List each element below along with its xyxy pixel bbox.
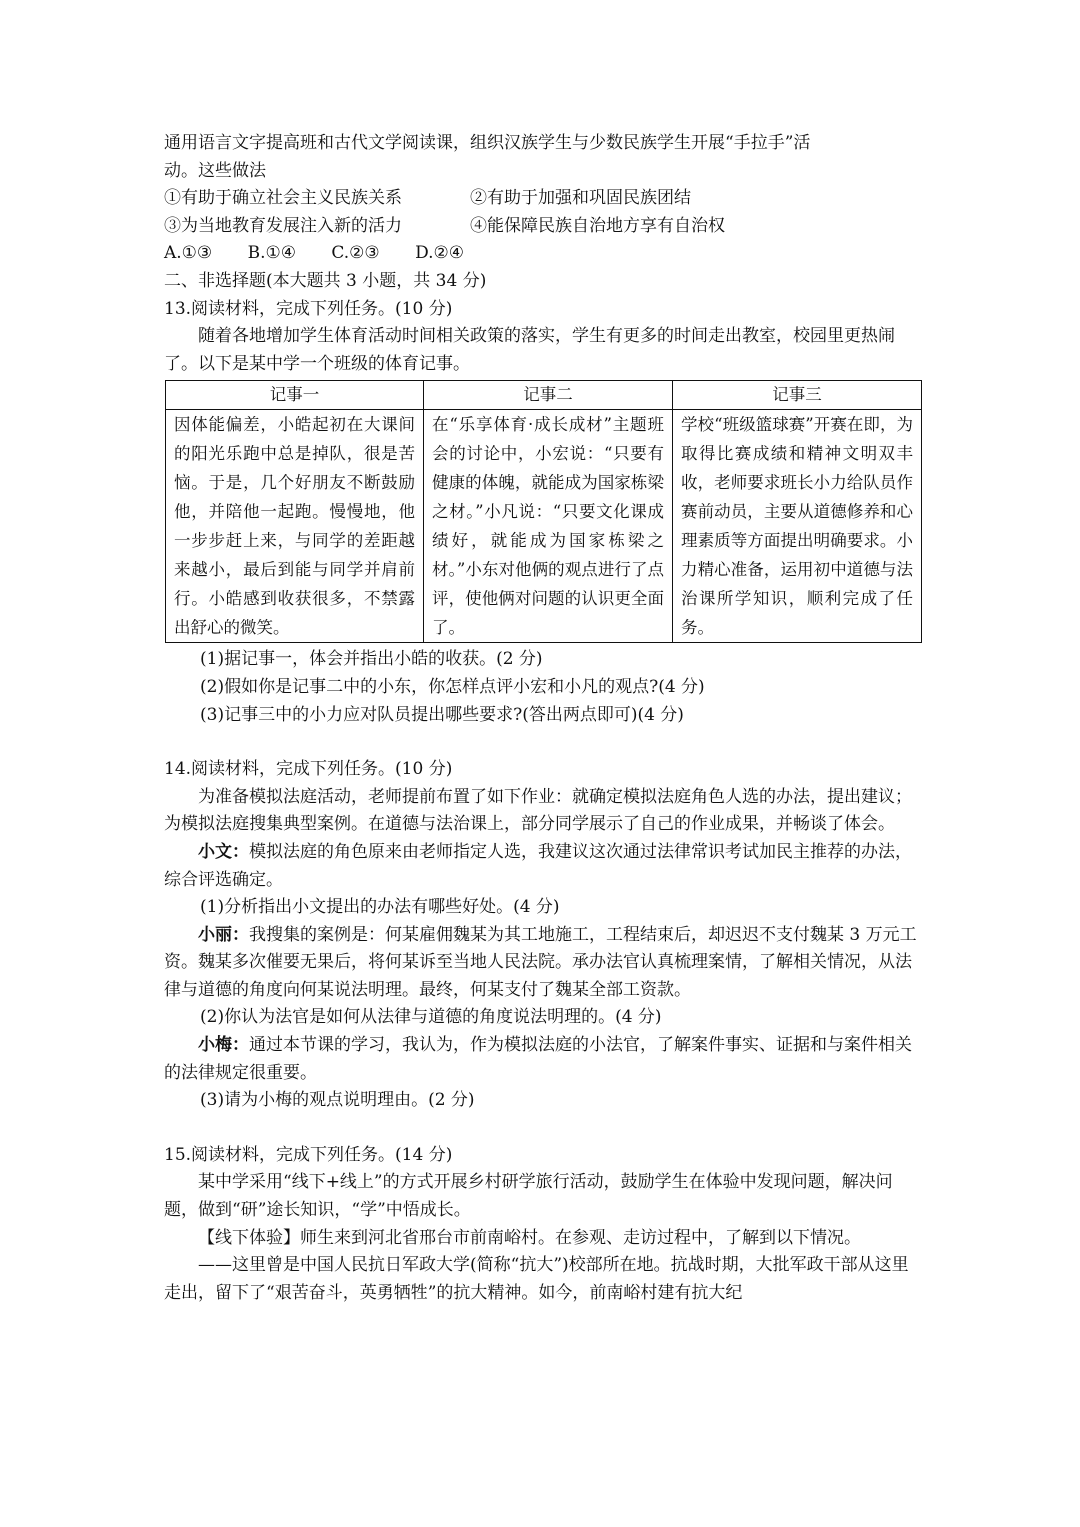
q12-statement-3: ③为当地教育发展注入新的活力	[164, 215, 402, 236]
q12-statement-1: ①有助于确立社会主义民族关系	[164, 188, 402, 209]
q15-title: 15.阅读材料，完成下列任务。(14 分)	[164, 1144, 453, 1165]
spacer	[164, 729, 922, 756]
q15-offline-heading: 【线下体验】师生来到河北省邢台市前南峪村。在参观、走访过程中，了解到以下情况。	[198, 1227, 861, 1248]
q14-xiaomei-paragraph	[164, 1032, 922, 1087]
q13-table-cell-2: 在“乐享体育·成长成材”主题班会的讨论中，小宏说：“只要有健康的体魄，就能成为国家栋梁之材。”小凡说：“只要文化课成绩好，就能成为国家栋梁之材。”小东对他俩的观点进行了点评，使他俩对问题的认识更全面了。	[424, 410, 673, 643]
q14-xiaoli-speaker: 小丽：	[198, 924, 249, 945]
q12-option-a: A.①③	[164, 243, 213, 264]
q13-table-body-row	[166, 410, 922, 643]
q14-xiaomei-text: 通过本节课的学习，我认为，作为模拟法庭的小法官，了解案件事实、证据和与案件相关的法律规定很重要。	[164, 1035, 912, 1083]
q13-table-header-2: 记事二	[424, 381, 673, 410]
q14-xiaowen-speaker: 小文：	[198, 841, 249, 862]
q12-statement-4: ④能保障民族自治地方享有自治权	[470, 215, 725, 236]
q12-statements-row-2	[164, 213, 922, 241]
q13-sub-question-3: (3)记事三中的小力应对队员提出哪些要求?(答出两点即可)(4 分)	[200, 704, 684, 725]
q14-xiaoli-text: 我搜集的案例是：何某雇佣魏某为其工地施工，工程结束后，却迟迟不支付魏某 3 万元工资。魏某多次催要无果后，将何某诉至当地人民法院。承办法官认真梳理案情，了解相关情况，从法律与道德的角度向何某说法明理。最终，何某支付了魏某全部工资款。	[164, 924, 917, 1000]
q14-xiaowen-text: 模拟法庭的角色原来由老师指定人选，我建议这次通过法律常识考试加民主推荐的办法，综合评选确定。	[164, 841, 912, 890]
q14-sub-question-2: (2)你认为法官是如何从法律与道德的角度说法明理的。(4 分)	[200, 1007, 662, 1028]
q12-option-c: C.②③	[331, 243, 380, 264]
q12-options	[164, 240, 922, 268]
q13-table-header-3: 记事三	[673, 381, 922, 410]
q15-intro: 某中学采用“线下+线上”的方式开展乡村研学旅行活动，鼓励学生在体验中发现问题，解决问题，做到“研”途长知识，“学”中悟成长。	[164, 1172, 893, 1221]
q13-table-cell-1: 因体能偏差，小皓起初在大课间的阳光乐跑中总是掉队，很是苦恼。于是，几个好朋友不断鼓励他，并陪他一起跑。慢慢地，他一步步赶上来，与同学的差距越来越小，最后到能与同学并肩前行。小皓感到收获很多，不禁露出舒心的微笑。	[166, 410, 424, 643]
page-content	[164, 130, 922, 1307]
q15-item-1: ——这里曾是中国人民抗日军政大学(简称“抗大”)校部所在地。抗战时期，大批军政干部从这里走出，留下了“艰苦奋斗，英勇牺牲”的抗大精神。如今，前南峪村建有抗大纪	[164, 1255, 909, 1303]
q12-stem-line-2: 动。这些做法	[164, 160, 266, 181]
section2-title: 二、非选择题(本大题共 3 小题，共 34 分)	[164, 270, 487, 291]
q14-xiaoli-paragraph	[164, 922, 922, 1005]
q13-records-table	[165, 380, 922, 643]
q14-intro: 为准备模拟法庭活动，老师提前布置了如下作业：就确定模拟法庭角色人选的办法，提出建议；为模拟法庭搜集典型案例。在道德与法治课上，部分同学展示了自己的作业成果，并畅谈了体会。	[164, 786, 912, 835]
q12-option-b: B.①④	[247, 243, 296, 264]
q13-table-header-row	[166, 381, 922, 410]
q14-xiaomei-speaker: 小梅：	[198, 1035, 249, 1056]
q14-title: 14.阅读材料，完成下列任务。(10 分)	[164, 759, 453, 780]
q13-table-cell-3: 学校“班级篮球赛”开赛在即，为取得比赛成绩和精神文明双丰收，老师要求班长小力给队员作赛前动员，主要从道德修养和心理素质等方面提出明确要求。小力精心准备，运用初中道德与法治课所学知识，顺利完成了任务。	[673, 410, 922, 643]
q13-intro: 随着各地增加学生体育活动时间相关政策的落实，学生有更多的时间走出教室，校园里更热闹了。以下是某中学一个班级的体育记事。	[164, 326, 895, 374]
q12-statement-2: ②有助于加强和巩固民族团结	[470, 188, 691, 209]
q12-statements-row-1	[164, 185, 922, 213]
q13-sub-question-1: (1)据记事一，体会并指出小皓的收获。(2 分)	[200, 649, 543, 670]
spacer	[164, 1115, 922, 1142]
q14-sub-question-3: (3)请为小梅的观点说明理由。(2 分)	[200, 1090, 475, 1111]
q12-option-d: D.②④	[415, 243, 464, 264]
q13-table-header-1: 记事一	[166, 381, 424, 410]
q13-title: 13.阅读材料，完成下列任务。(10 分)	[164, 298, 453, 319]
q12-stem-line-1: 通用语言文字提高班和古代文学阅读课，组织汉族学生与少数民族学生开展“手拉手”活	[164, 133, 811, 153]
q13-sub-question-2: (2)假如你是记事二中的小东，你怎样点评小宏和小凡的观点?(4 分)	[200, 676, 705, 697]
q14-sub-question-1: (1)分析指出小文提出的办法有哪些好处。(4 分)	[200, 897, 560, 918]
q14-xiaowen-paragraph	[164, 839, 922, 894]
